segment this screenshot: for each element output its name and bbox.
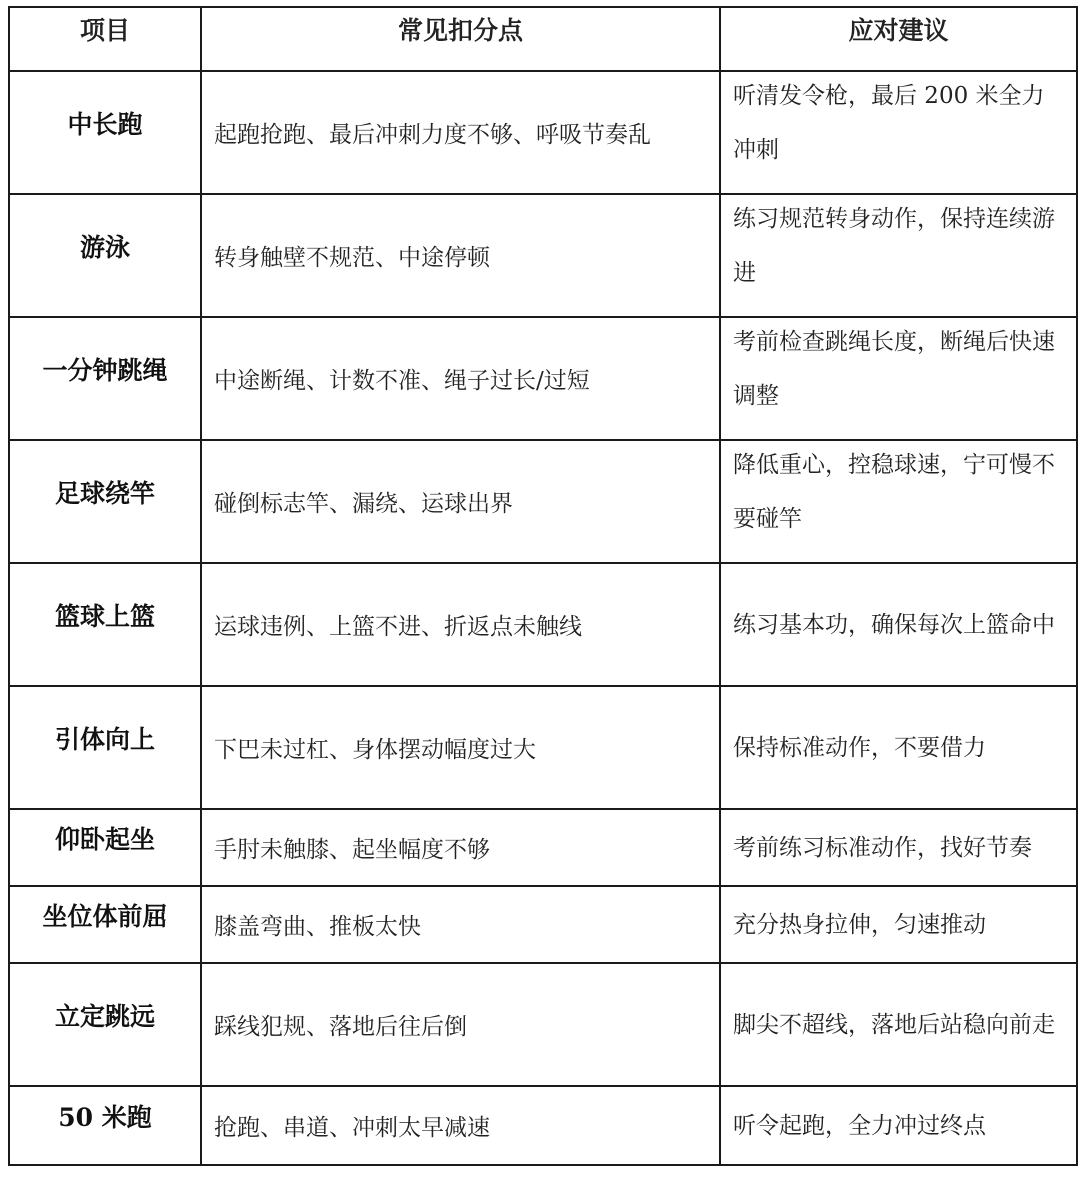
item-cell: 50 米跑 xyxy=(9,1086,201,1165)
deduction-cell: 碰倒标志竿、漏绕、运球出界 xyxy=(201,440,720,563)
advice-cell: 充分热身拉伸，匀速推动 xyxy=(720,886,1077,963)
table-row xyxy=(9,886,1077,963)
item-cell: 坐位体前屈 xyxy=(9,886,201,963)
table-row xyxy=(9,71,1077,194)
advice-cell: 听清发令枪，最后 200 米全力冲刺 xyxy=(720,71,1077,194)
advice-cell: 考前检查跳绳长度，断绳后快速调整 xyxy=(720,317,1077,440)
table-header-row xyxy=(9,7,1077,71)
advice-cell: 脚尖不超线，落地后站稳向前走 xyxy=(720,963,1077,1086)
deduction-table xyxy=(8,6,1078,1166)
table-row xyxy=(9,686,1077,809)
header-item: 项目 xyxy=(9,7,201,71)
item-cell: 立定跳远 xyxy=(9,963,201,1086)
advice-cell: 保持标准动作，不要借力 xyxy=(720,686,1077,809)
advice-cell: 降低重心，控稳球速，宁可慢不要碰竿 xyxy=(720,440,1077,563)
item-cell: 游泳 xyxy=(9,194,201,317)
table-row xyxy=(9,1086,1077,1165)
table-row xyxy=(9,963,1077,1086)
item-cell: 引体向上 xyxy=(9,686,201,809)
deduction-cell: 起跑抢跑、最后冲刺力度不够、呼吸节奏乱 xyxy=(201,71,720,194)
item-cell: 一分钟跳绳 xyxy=(9,317,201,440)
deduction-cell: 转身触壁不规范、中途停顿 xyxy=(201,194,720,317)
deduction-cell: 运球违例、上篮不进、折返点未触线 xyxy=(201,563,720,686)
item-cell: 中长跑 xyxy=(9,71,201,194)
item-cell: 足球绕竿 xyxy=(9,440,201,563)
header-advice: 应对建议 xyxy=(720,7,1077,71)
advice-cell: 考前练习标准动作，找好节奏 xyxy=(720,809,1077,886)
deduction-cell: 中途断绳、计数不准、绳子过长/过短 xyxy=(201,317,720,440)
deduction-cell: 膝盖弯曲、推板太快 xyxy=(201,886,720,963)
advice-cell: 练习规范转身动作，保持连续游进 xyxy=(720,194,1077,317)
table-row xyxy=(9,440,1077,563)
table-row xyxy=(9,317,1077,440)
item-cell: 仰卧起坐 xyxy=(9,809,201,886)
table-row xyxy=(9,194,1077,317)
advice-cell: 听令起跑，全力冲过终点 xyxy=(720,1086,1077,1165)
deduction-cell: 抢跑、串道、冲刺太早减速 xyxy=(201,1086,720,1165)
table-row xyxy=(9,809,1077,886)
deduction-cell: 踩线犯规、落地后往后倒 xyxy=(201,963,720,1086)
header-deduction: 常见扣分点 xyxy=(201,7,720,71)
deduction-cell: 手肘未触膝、起坐幅度不够 xyxy=(201,809,720,886)
deduction-cell: 下巴未过杠、身体摆动幅度过大 xyxy=(201,686,720,809)
item-cell: 篮球上篮 xyxy=(9,563,201,686)
table-row xyxy=(9,563,1077,686)
advice-cell: 练习基本功，确保每次上篮命中 xyxy=(720,563,1077,686)
